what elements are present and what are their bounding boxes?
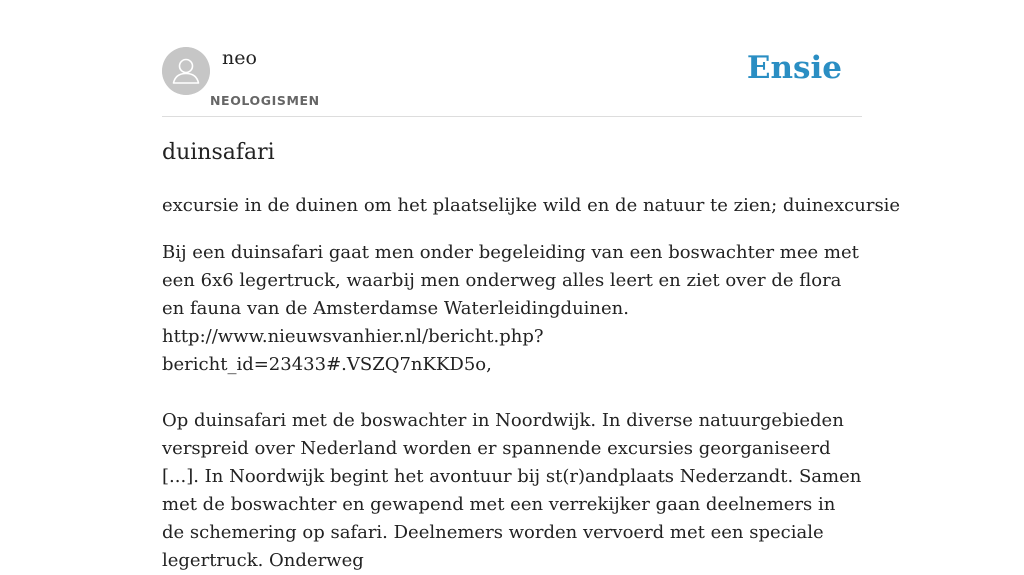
category-link[interactable]: NEOLOGISMEN	[210, 93, 320, 108]
example-source-link: http://www.nieuwsvanhier.nl/bericht.php?bericht_id=23433#.VSZQ7nKKD5o,	[162, 326, 544, 375]
entry-definition: excursie in de duinen om het plaatselijke wild en de natuur te zien; duinexcursie	[162, 195, 901, 216]
header	[162, 0, 862, 117]
user-avatar-icon[interactable]	[162, 47, 210, 95]
entry-container	[162, 0, 901, 571]
entry-title: duinsafari	[162, 140, 275, 165]
paragraph-gap	[162, 379, 862, 407]
example-paragraph: Bij een duinsafari gaat men onder begeleiding van een boswachter mee met een 6x6 legertruck, waarbij men onderweg alles leert en ziet over de flora en fauna van de Amsterdamse Waterleidingduinen.	[162, 242, 859, 319]
entry-example	[162, 239, 862, 575]
example-paragraph: Op duinsafari met de boswachter in Noordwijk. In diverse natuurgebieden verspreid over Nederland worden er spannende excursies georganiseerd [...]. In Noordwijk begint het avontuur bij st(r)andplaats Nederzandt. Samen met de boswachter en gewapend met een verrekijker gaan deelnemers in de schemering op safari. Deelnemers worden vervoerd met een speciale legertruck. Onderweg	[162, 410, 862, 571]
ensie-logo[interactable]: Ensie	[746, 50, 842, 86]
username-link[interactable]: neo	[222, 47, 257, 69]
